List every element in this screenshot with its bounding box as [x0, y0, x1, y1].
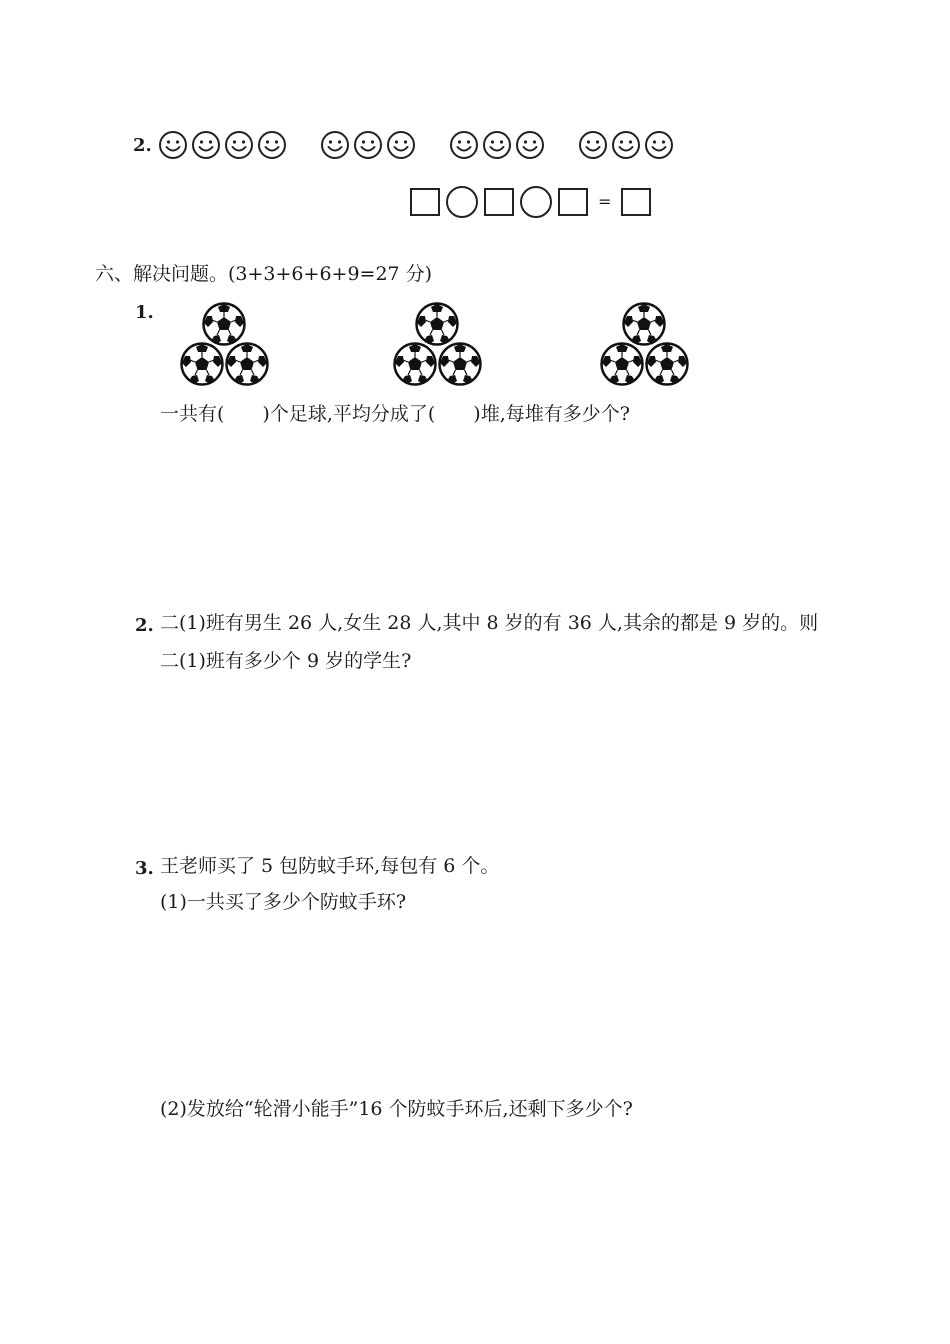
soccer-ball-icon: [180, 342, 224, 386]
section-title: 六、解决问题。(3+3+6+6+9=27 分): [95, 263, 433, 285]
soccer-ball-icon: [225, 342, 269, 386]
smiley-row: [133, 130, 677, 160]
smiley-face-icon: [353, 130, 383, 160]
answer-box[interactable]: [410, 188, 440, 216]
equals-sign: =: [598, 192, 612, 211]
problem-3-subquestion-1: (1)一共买了多少个防蚊手环?: [160, 891, 407, 913]
soccer-ball-icon: [202, 302, 246, 346]
question-number: 2.: [133, 134, 152, 156]
answer-box[interactable]: [484, 188, 514, 216]
smiley-face-icon: [449, 130, 479, 160]
soccer-ball-icon: [438, 342, 482, 386]
answer-box[interactable]: [621, 188, 651, 216]
problem-1-number: 1.: [135, 302, 154, 323]
soccer-ball-icon: [645, 342, 689, 386]
operator-circle[interactable]: [446, 186, 478, 218]
smiley-face-icon: [191, 130, 221, 160]
smiley-face-icon: [482, 130, 512, 160]
soccer-ball-icon: [600, 342, 644, 386]
problem-3-number: 3.: [135, 858, 154, 879]
answer-box[interactable]: [558, 188, 588, 216]
operator-circle[interactable]: [520, 186, 552, 218]
ball-group-2: [393, 302, 483, 386]
soccer-ball-icon: [393, 342, 437, 386]
smiley-face-icon: [158, 130, 188, 160]
soccer-ball-icon: [415, 302, 459, 346]
ball-group-3: [600, 302, 690, 386]
smiley-face-icon: [320, 130, 350, 160]
smiley-face-icon: [578, 130, 608, 160]
smiley-face-icon: [257, 130, 287, 160]
smiley-face-icon: [644, 130, 674, 160]
ball-group-1: [180, 302, 270, 386]
problem-2-number: 2.: [135, 615, 154, 636]
problem-2-line-1: 二(1)班有男生 26 人,女生 28 人,其中 8 岁的有 36 人,其余的都是 9 岁的。则: [160, 612, 819, 634]
smiley-face-icon: [611, 130, 641, 160]
problem-3-subquestion-2: (2)发放给“轮滑小能手”16 个防蚊手环后,还剩下多少个?: [160, 1098, 633, 1120]
smiley-face-icon: [515, 130, 545, 160]
problem-3-line-1: 王老师买了 5 包防蚊手环,每包有 6 个。: [160, 855, 500, 877]
smiley-face-icon: [386, 130, 416, 160]
smiley-face-icon: [224, 130, 254, 160]
problem-1-text: 一共有( )个足球,平均分成了( )堆,每堆有多少个?: [160, 403, 630, 425]
problem-2-line-2: 二(1)班有多少个 9 岁的学生?: [160, 650, 412, 672]
question-2-smileys: [133, 130, 677, 160]
equation-row: [410, 186, 651, 218]
soccer-ball-icon: [622, 302, 666, 346]
